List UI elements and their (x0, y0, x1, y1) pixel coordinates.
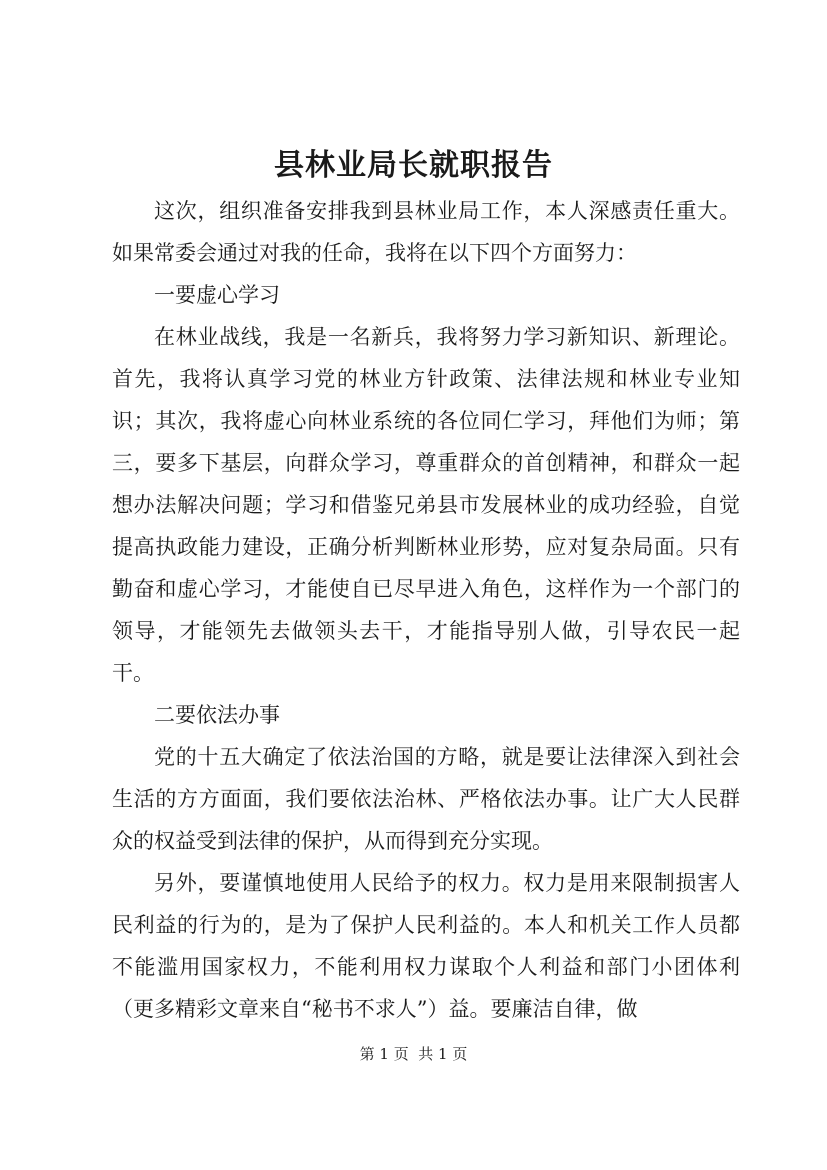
paragraph-study: 在林业战线，我是一名新兵，我将努力学习新知识、新理论。首先，我将认真学习党的林业方针政策、法律法规和林业专业知识；其次，我将虚心向林业系统的各位同仁学习，拜他们为师；第三，要多下基层，向群众学习，尊重群众的首创精神，和群众一起想办法解决问题；学习和借鉴兄弟县市发展林业的成功经验，自觉提高执政能力建设，正确分析判断林业形势，应对复杂局面。只有勤奋和虚心学习，才能使自已尽早进入角色，这样作为一个部门的领导，才能领先去做领头去干，才能指导别人做，引导农民一起干。 (112, 325, 740, 685)
paragraph-power: 另外，要谨慎地使用人民给予的权力。权力是用来限制损害人民利益的行为的，是为了保护人民利益的。本人和机关工作人员都不能滥用国家权力，不能利用权力谋取个人利益和部门小团体利（更多精彩文章来自“秘书不求人”）益。要廉洁自律，做 (112, 871, 740, 1021)
section-heading-1: 一要虚心学习 (154, 283, 280, 307)
document-title: 县林业局长就职报告 (274, 148, 553, 183)
page-footer: 第 1 页 共 1 页 (359, 1045, 468, 1063)
paragraph-law: 党的十五大确定了依法治国的方略，就是要让法律深入到社会生活的方方面面，我们要依法治林、严格依法办事。让广大人民群众的权益受到法律的保护，从而得到充分实现。 (112, 745, 740, 853)
document-body (112, 190, 740, 1030)
paragraph-intro: 这次，组织准备安排我到县林业局工作，本人深感责任重大。如果常委会通过对我的任命，我将在以下四个方面努力： (112, 199, 740, 265)
section-heading-2: 二要依法办事 (154, 703, 280, 727)
